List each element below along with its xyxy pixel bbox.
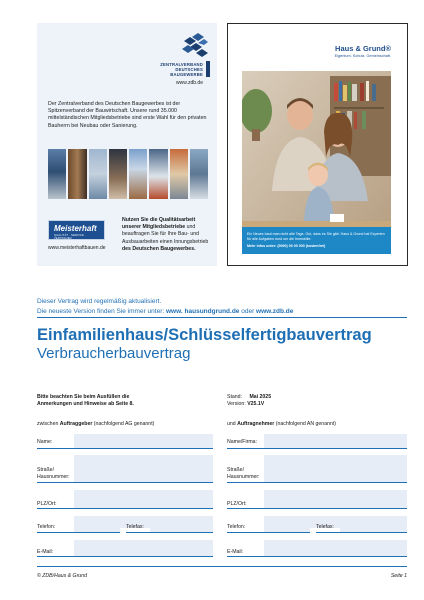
an-phone-label: Telefon: <box>227 524 246 530</box>
an-name-label: Name/Firma: <box>227 439 257 445</box>
an-email-label: E-Mail: <box>227 549 244 555</box>
an-zip-underline <box>227 508 407 509</box>
an-fax-underline <box>316 532 407 533</box>
an-email-underline <box>227 556 407 557</box>
photo-5 <box>129 149 147 199</box>
zdb-right-copy: Nutzen Sie die Qualitätsarbeit unserer Mitgliedsbetriebe und beauftragen Sie für Ihre Bau- und Ausbauarbeiten einen Innungsbetrieb des Deutschen Baugewerbes. <box>122 217 209 252</box>
ag-zip-input-1[interactable] <box>74 490 213 504</box>
zdb-logo-bar <box>206 61 210 77</box>
ag-street-input-2[interactable] <box>74 469 213 482</box>
photo-3 <box>89 149 107 199</box>
construction-photo-strip <box>48 149 208 199</box>
ag-email-underline <box>37 556 213 557</box>
notice-divider <box>37 317 407 318</box>
ag-name-input[interactable] <box>74 434 213 448</box>
ag-street-underline <box>37 482 213 483</box>
photo-4 <box>109 149 127 199</box>
meisterhaft-logo: Meisterhaft QUALITÄT · SERVICE · VERTRAUEN <box>48 220 105 240</box>
ag-street-input-1[interactable] <box>74 455 213 469</box>
ag-zip-underline <box>37 508 213 509</box>
an-street-input-2[interactable] <box>264 469 407 482</box>
latest-version-notice: Die neueste Version finden Sie immer unter: www. hausundgrund.de oder www.zdb.de <box>37 308 294 315</box>
zdb-intro-text: Der Zentralverband des Deutschen Baugewerbes ist der Spitzenverband der Bauwirtschaft. Unsere rund 35.000 mittelständischen Mitgliedsbetriebe sind erste Wahl für den privaten Bauherrn bei Neubau oder Sanierung. <box>48 101 207 129</box>
ag-email-label: E-Mail: <box>37 549 54 555</box>
page-title: Einfamilienhaus/Schlüsselfertigbauvertrag <box>37 326 372 344</box>
instructions-text: Bitte beachten Sie beim Ausfüllen die Anmerkungen und Hinweise ab Seite 8. <box>37 394 134 407</box>
auftraggeber-heading: zwischen Auftraggeber (nachfolgend AG genannt) <box>37 421 155 427</box>
haus-und-grund-caption: Ein Neues baut man nicht alle Tage. Gut, dass es Sie gibt. Haus & Grund hat Experten für alle Aufgaben rund um die Immobilie. Mehr Infos unter: (0000) 00 00 000 (kostenfrei) <box>242 227 391 254</box>
an-street-input-1[interactable] <box>264 455 407 469</box>
an-email-input[interactable] <box>264 540 407 556</box>
ag-name-underline <box>37 448 213 449</box>
an-phone-underline <box>227 532 310 533</box>
photo-8 <box>190 149 208 199</box>
page-subtitle: Verbraucherbauvertrag <box>37 345 191 362</box>
photo-1 <box>48 149 66 199</box>
ag-fax-label: Telefax: <box>126 524 144 530</box>
ag-phone-underline <box>37 532 120 533</box>
zdb-ad-panel <box>37 23 217 266</box>
zdb-logo-icon <box>180 33 208 59</box>
ag-street-label: Straße/ Hausnummer: <box>37 467 70 480</box>
footer-divider <box>37 566 407 567</box>
hausundgrund-link[interactable]: www. hausundgrund.de <box>165 308 240 315</box>
zdb-website: www.zdb.de <box>176 80 203 86</box>
haus-und-grund-logo: Haus & Grund® Eigentum. Schutz. Gemeinschaft. <box>334 44 391 58</box>
zdb-logo-text: ZENTRALVERBAND DEUTSCHES BAUGEWERBE <box>160 62 203 77</box>
an-zip-label: PLZ/Ort: <box>227 501 247 507</box>
auftragnehmer-heading: und Auftragnehmer (nachfolgend AN genannt) <box>227 421 337 427</box>
an-fax-label: Telefax: <box>316 524 334 530</box>
an-zip-input-1[interactable] <box>264 490 407 504</box>
ag-email-input[interactable] <box>74 540 213 556</box>
photo-7 <box>170 149 188 199</box>
an-name-input[interactable] <box>264 434 407 448</box>
haus-und-grund-ad-panel <box>227 23 408 266</box>
footer-copyright: © ZDB/Haus & Grund <box>37 573 87 579</box>
an-street-label: Straße/ Hausnummer: <box>227 467 260 480</box>
photo-6 <box>149 149 167 199</box>
meisterhaft-website: www.meisterhaftbauen.de <box>48 245 106 251</box>
an-name-underline <box>227 448 407 449</box>
update-notice: Dieser Vertrag wird regelmäßig aktualisiert. <box>37 298 162 305</box>
ag-fax-underline <box>126 532 213 533</box>
an-phone-fax-fill <box>264 516 407 528</box>
ag-phone-label: Telefon: <box>37 524 56 530</box>
ag-zip-label: PLZ/Ort: <box>37 501 57 507</box>
ag-name-label: Name: <box>37 439 53 445</box>
photo-2 <box>68 149 86 199</box>
zdb-link[interactable]: www.zdb.de <box>256 308 294 315</box>
footer-page-number: Seite 1 <box>390 573 407 579</box>
an-street-underline <box>227 482 407 483</box>
version-row: Version: V25.1V <box>227 401 265 407</box>
stand-row: Stand: Mai 2025 <box>227 394 272 400</box>
